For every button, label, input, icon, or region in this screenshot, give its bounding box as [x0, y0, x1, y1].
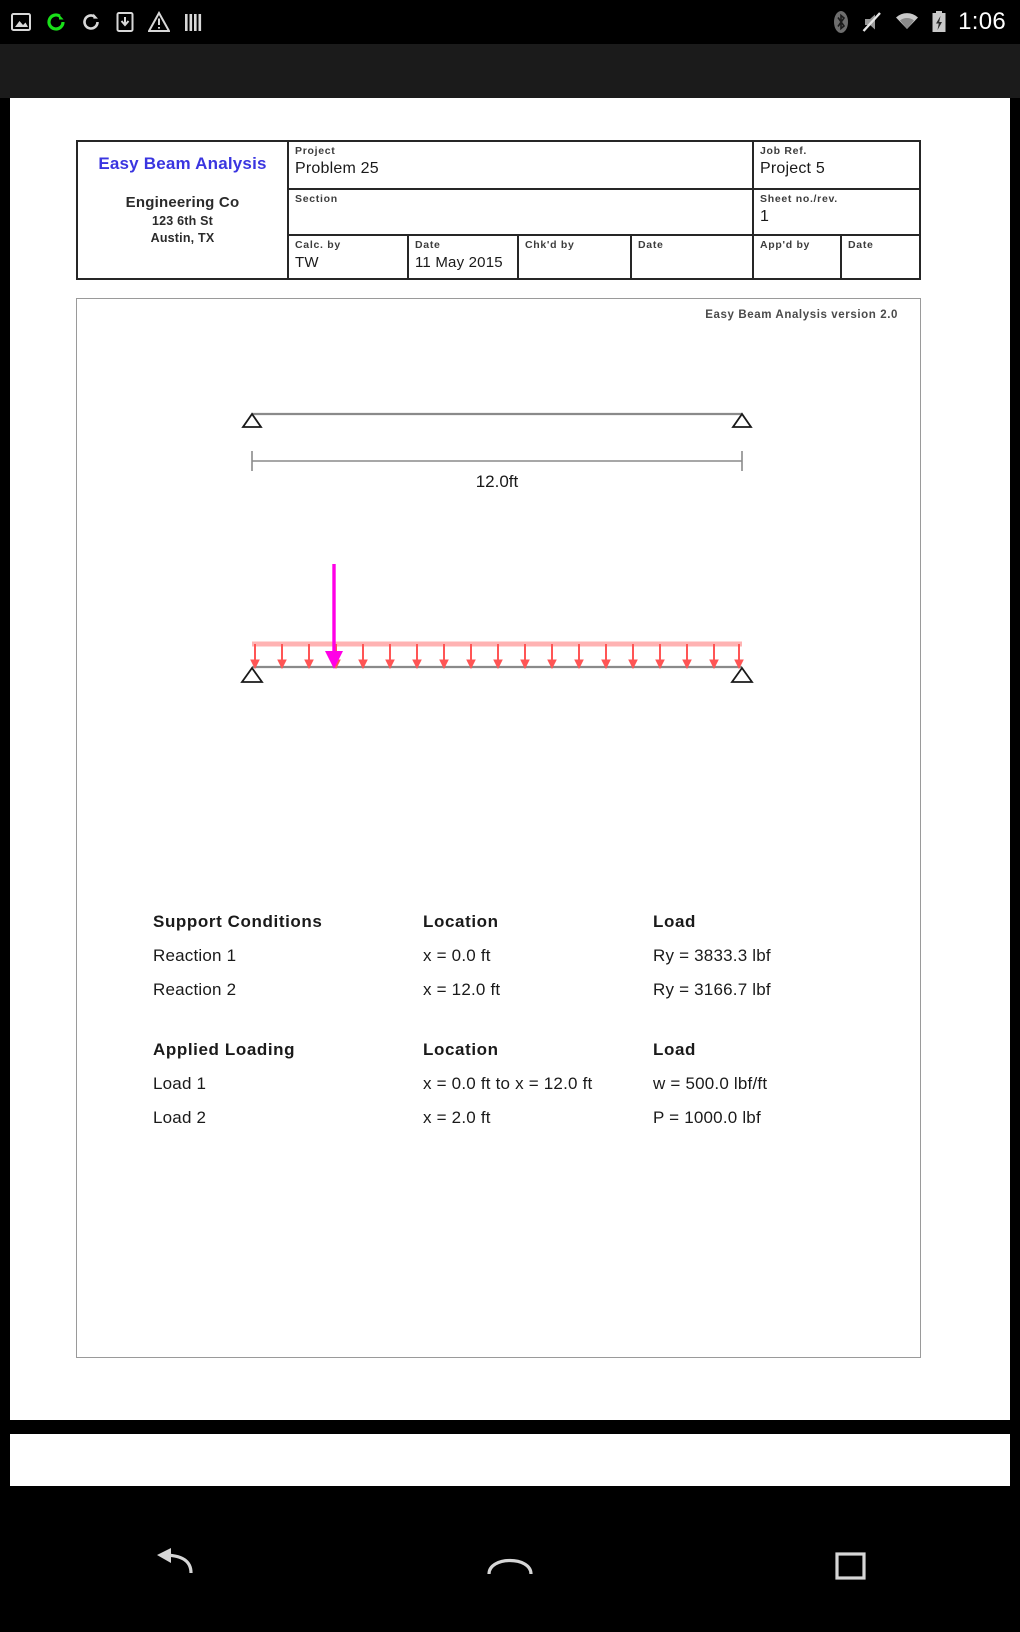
- status-bar-clock: 1:06: [958, 8, 1006, 35]
- battery-charging-icon: [931, 10, 947, 34]
- beam-diagram: [77, 299, 922, 899]
- loaded-support-triangle-right: [732, 668, 752, 682]
- reaction-1-location: x = 0.0 ft: [423, 946, 491, 965]
- support-triangle-left: [243, 414, 261, 427]
- load-1-name: Load 1: [153, 1074, 207, 1093]
- field-sheet-no: [754, 190, 919, 234]
- field-date-calc: [409, 236, 519, 278]
- bottom-white-bar: [10, 1434, 1010, 1486]
- table-row: [153, 1071, 853, 1105]
- refresh-icon: [80, 11, 102, 33]
- applied-loading-header: Applied Loading: [153, 1040, 296, 1059]
- field-date-appd: [842, 236, 919, 278]
- field-sheet-no-value: 1: [760, 208, 770, 225]
- bluetooth-icon: [832, 10, 850, 34]
- loading-location-header: Location: [423, 1040, 499, 1059]
- wifi-icon: [894, 11, 920, 33]
- sync-circle-icon: [45, 11, 67, 33]
- version-label: Easy Beam Analysis version 2.0: [705, 309, 898, 321]
- beam-loading-diagram: [242, 564, 752, 682]
- android-status-bar: [0, 0, 1020, 44]
- field-date-appd-label: Date: [848, 239, 874, 251]
- field-section: [289, 190, 754, 234]
- field-job-ref-value: Project 5: [760, 160, 825, 177]
- results-tables: [153, 909, 853, 1139]
- table-row: [153, 977, 853, 1011]
- field-calc-by-value: TW: [295, 254, 319, 271]
- load-1-load: w = 500.0 lbf/ft: [653, 1074, 768, 1093]
- company-address-line2: Austin, TX: [150, 231, 215, 245]
- status-bar-system-icons: [832, 8, 1006, 36]
- field-date-chkd-label: Date: [638, 239, 664, 251]
- field-calc-by: [289, 236, 409, 278]
- home-icon: [483, 1546, 537, 1586]
- company-address-line1: 123 6th St: [151, 214, 214, 228]
- reaction-1-load: Ry = 3833.3 lbf: [653, 946, 771, 965]
- field-chkd-by-label: Chk'd by: [525, 239, 575, 251]
- support-load-header: Load: [653, 912, 697, 931]
- field-chkd-by: [519, 236, 632, 278]
- field-date-calc-value: 11 May 2015: [415, 254, 503, 271]
- nav-back-button[interactable]: [110, 1546, 230, 1586]
- nav-recents-button[interactable]: [790, 1546, 910, 1586]
- app-brand-name: Easy Beam Analysis: [98, 154, 267, 173]
- load-1-location: x = 0.0 ft to x = 12.0 ft: [423, 1074, 593, 1093]
- field-job-ref-label: Job Ref.: [760, 145, 808, 157]
- document-page[interactable]: [10, 98, 1010, 1420]
- report-sheet: [76, 298, 921, 1358]
- field-date-chkd: [632, 236, 754, 278]
- table-row: [153, 1105, 853, 1139]
- image-icon: [10, 11, 32, 33]
- reaction-2-name: Reaction 2: [153, 980, 237, 999]
- span-dimension-label: 12.0ft: [475, 472, 519, 491]
- beam-geometry-diagram: [243, 414, 751, 491]
- app-top-strip: [0, 44, 1020, 98]
- table-spacer-row: [153, 1011, 853, 1037]
- reaction-2-load: Ry = 3166.7 lbf: [653, 980, 771, 999]
- field-project: [289, 142, 754, 188]
- field-calc-by-label: Calc. by: [295, 239, 341, 251]
- load-2-name: Load 2: [153, 1108, 207, 1127]
- recents-icon: [823, 1546, 877, 1586]
- field-project-label: Project: [295, 145, 336, 157]
- nav-home-button[interactable]: [450, 1546, 570, 1586]
- table-row: [153, 943, 853, 977]
- warning-icon: [148, 11, 170, 33]
- point-load-arrow: [325, 564, 343, 669]
- load-2-location: x = 2.0 ft: [423, 1108, 491, 1127]
- field-job-ref: [754, 142, 919, 188]
- field-section-label: Section: [295, 193, 338, 205]
- mute-icon: [861, 10, 883, 34]
- support-conditions-table: [153, 909, 853, 1139]
- support-triangle-right: [733, 414, 751, 427]
- bars-icon: [183, 11, 203, 33]
- status-bar-notification-icons: [10, 11, 203, 33]
- back-icon: [143, 1546, 197, 1586]
- download-icon: [115, 11, 135, 33]
- reaction-1-name: Reaction 1: [153, 946, 237, 965]
- title-block-fields: [289, 142, 919, 278]
- android-nav-bar: [0, 1500, 1020, 1632]
- distributed-load-arrows: [251, 644, 743, 668]
- loading-load-header: Load: [653, 1040, 697, 1059]
- table-header-row: [153, 909, 853, 943]
- field-appd-by-label: App'd by: [760, 239, 811, 251]
- support-conditions-header: Support Conditions: [153, 912, 323, 931]
- title-block: [76, 140, 921, 280]
- table-header-row: [153, 1037, 853, 1071]
- field-sheet-no-label: Sheet no./rev.: [760, 193, 838, 205]
- loaded-support-triangle-left: [242, 668, 262, 682]
- company-name: Engineering Co: [125, 194, 240, 211]
- load-2-load: P = 1000.0 lbf: [653, 1108, 761, 1127]
- field-appd-by: [754, 236, 842, 278]
- reaction-2-location: x = 12.0 ft: [423, 980, 501, 999]
- field-date-calc-label: Date: [415, 239, 441, 251]
- support-location-header: Location: [423, 912, 499, 931]
- field-project-value: Problem 25: [295, 160, 379, 177]
- title-block-logo-cell: [78, 142, 289, 278]
